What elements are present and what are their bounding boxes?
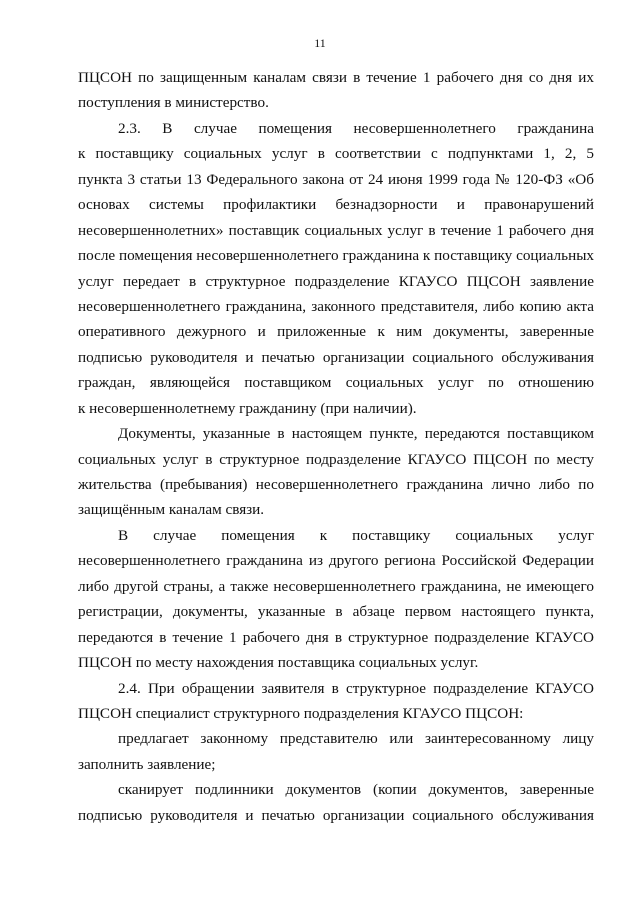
text-line: несовершеннолетнего гражданина из другого региона Российской Федерации (78, 552, 594, 570)
text-line: защищённым каналам связи. (78, 501, 265, 519)
text-line: Документы, указанные в настоящем пункте, передаются поставщиком (118, 425, 594, 443)
text-line: 2.3. В случае помещения несовершеннолетнего гражданина (118, 119, 594, 137)
text-line: поступления в министерство. (78, 94, 269, 112)
text-line: основах системы профилактики безнадзорности и правонарушений (78, 196, 594, 214)
text-line: либо другой страны, а также несовершеннолетнего гражданина, не имеющего (78, 577, 594, 595)
text-line: услуг передает в структурное подразделение КГАУСО ПЦСОН заявление (78, 272, 594, 290)
text-line: заполнить заявление; (78, 755, 216, 773)
text-line: оперативного дежурного и приложенные к ним документы, заверенные (78, 323, 594, 341)
text-line: подписью руководителя и печатью организации социального обслуживания (78, 348, 594, 366)
text-line: подписью руководителя и печатью организации социального обслуживания (78, 806, 594, 824)
text-line: 2.4. При обращении заявителя в структурное подразделение КГАУСО (118, 679, 594, 697)
text-line: ПЦСОН по защищенным каналам связи в течение 1 рабочего дня со дня их (78, 69, 594, 86)
text-line: социальных услуг в структурное подразделение КГАУСО ПЦСОН по месту (78, 450, 594, 468)
text-line: В случае помещения к поставщику социальных услуг (118, 526, 594, 544)
text-line: передаются в течение 1 рабочего дня в структурное подразделение КГАУСО (78, 628, 594, 646)
text-line: регистрации, документы, указанные в абзаце первом настоящего пункта, (78, 603, 594, 621)
page-number: 11 (314, 36, 326, 50)
text-line: к поставщику социальных услуг в соответствии с подпунктами 1, 2, 5 (78, 145, 594, 163)
text-line: несовершеннолетнего гражданина, законного представителя, либо копию акта (78, 297, 594, 315)
text-line: ПЦСОН по месту нахождения поставщика социальных услуг. (78, 654, 479, 672)
document-body (78, 65, 594, 828)
text-line: несовершеннолетних» поставщик социальных услуг в течение 1 рабочего дня (78, 221, 594, 239)
text-line: граждан, являющейся поставщиком социальных услуг по отношению (78, 374, 594, 392)
text-line: после помещения несовершеннолетнего гражданина к поставщику социальных (78, 247, 594, 265)
text-line: к несовершеннолетнему гражданину (при наличии). (78, 399, 417, 417)
text-line: ПЦСОН специалист структурного подразделения КГАУСО ПЦСОН: (78, 704, 524, 722)
text-line: сканирует подлинники документов (копии документов, заверенные (118, 781, 594, 799)
text-line: пункта 3 статьи 13 Федерального закона от 24 июня 1999 года № 120-ФЗ «Об (78, 170, 594, 188)
text-line: жительства (пребывания) несовершеннолетнего гражданина лично либо по (78, 476, 594, 493)
text-line: предлагает законному представителю или заинтересованному лицу (118, 730, 594, 748)
